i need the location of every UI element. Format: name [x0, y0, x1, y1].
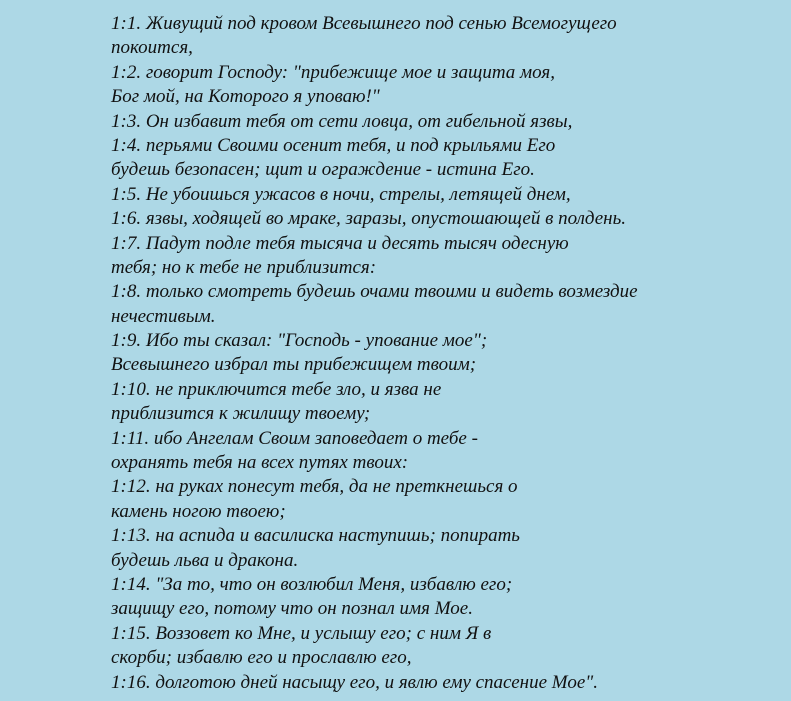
text-line: 1:15. Воззовет ко Мне, и услышу его; с ним Я в [111, 622, 492, 644]
text-line: будешь безопасен; щит и ограждение - истина Его. [111, 159, 535, 181]
text-line: Всевышнего избрал ты прибежищем твоим; [111, 354, 477, 376]
text-line: 1:6. язвы, ходящей во мраке, заразы, опустошающей в полдень. [111, 208, 626, 230]
text-line: 1:7. Падут подле тебя тысяча и десять тысяч одесную [111, 232, 569, 254]
text-line: 1:12. на руках понесут тебя, да не преткнешься о [111, 476, 518, 498]
text-line: 1:2. говорит Господу: "прибежище мое и защита моя, [111, 61, 555, 83]
text-line: тебя; но к тебе не приблизится: [111, 256, 377, 278]
text-line: будешь льва и дракона. [111, 549, 299, 571]
text-line: 1:14. "За то, что он возлюбил Меня, избавлю его; [111, 573, 513, 595]
text-line: 1:8. только смотреть будешь очами твоими и видеть возмездие [111, 281, 638, 303]
text-line: 1:13. на аспида и василиска наступишь; попирать [111, 525, 520, 547]
text-line: 1:9. Ибо ты сказал: "Господь - упование мое"; [111, 330, 488, 352]
text-line: 1:4. перьями Своими осенит тебя, и под крыльями Его [111, 134, 556, 156]
text-line: защищу его, потому что он познал имя Мое. [111, 598, 473, 620]
text-line: 1:5. Не убоишься ужасов в ночи, стрелы, летящей днем, [111, 183, 571, 205]
text-line: камень ногою твоею; [111, 500, 286, 522]
psalm-text [111, 12, 781, 695]
text-line: 1:10. не приключится тебе зло, и язва не [111, 378, 442, 400]
text-line: покоится, [111, 37, 193, 59]
text-line: 1:16. долготою дней насыщу его, и явлю ему спасение Мое". [111, 671, 599, 693]
text-line: скорби; избавлю его и прославлю его, [111, 647, 412, 669]
text-line: нечестивым. [111, 305, 216, 327]
text-line: Бог мой, на Которого я уповаю!" [111, 86, 380, 108]
text-line: 1:1. Живущий под кровом Всевышнего под сенью Всемогущего [111, 13, 617, 34]
text-line: приблизится к жилищу твоему; [111, 403, 371, 425]
text-line: охранять тебя на всех путях твоих: [111, 452, 409, 474]
text-line: 1:11. ибо Ангелам Своим заповедает о тебе - [111, 427, 478, 449]
text-line: 1:3. Он избавит тебя от сети ловца, от гибельной язвы, [111, 110, 573, 132]
